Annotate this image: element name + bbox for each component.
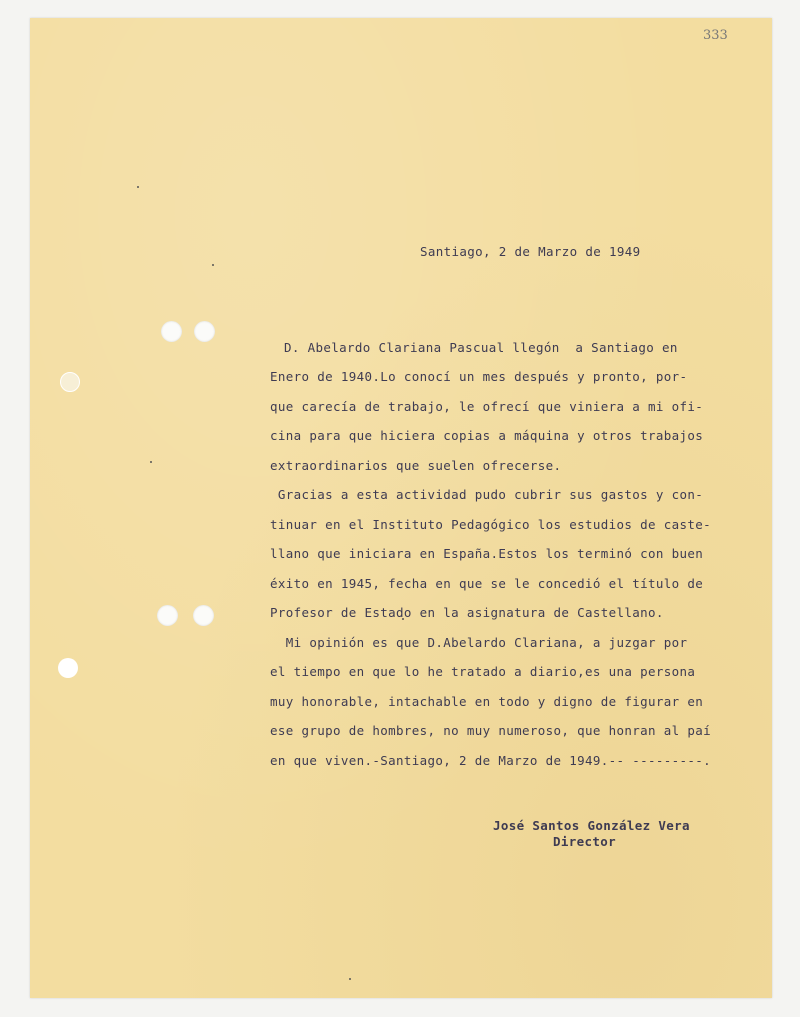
punch-hole [161, 321, 182, 342]
body-line: muy honorable, intachable en todo y digno de figurar en [270, 694, 704, 709]
body-line: éxito en 1945, fecha en que se le concedió el título de [270, 576, 704, 591]
punch-hole [157, 605, 178, 626]
punch-hole [194, 321, 215, 342]
body-line: Gracias a esta actividad pudo cubrir sus gastos y con- [270, 487, 704, 502]
body-line: en que viven.-Santiago, 2 de Marzo de 1949.-- ---------. [270, 753, 712, 768]
body-line: llano que iniciara en España.Estos los terminó con buen [270, 546, 704, 561]
body-line: Enero de 1940.Lo conocí un mes después y pronto, por- [270, 369, 688, 384]
archive-number: 333 [703, 28, 728, 43]
speck [349, 978, 351, 980]
edge-mark [60, 372, 80, 392]
punch-hole [193, 605, 214, 626]
body-line: Mi opinión es que D.Abelardo Clariana, a juzgar por [270, 635, 688, 650]
body-line: que carecía de trabajo, le ofrecí que viniera a mi ofi- [270, 399, 704, 414]
body-line: cina para que hiciera copias a máquina y otros trabajos [270, 428, 704, 443]
body-line: ese grupo de hombres, no muy numeroso, que honran al paí [270, 723, 712, 738]
body-line: extraordinarios que suelen ofrecerse. [270, 458, 562, 473]
body-line: tinuar en el Instituto Pedagógico los estudios de caste- [270, 517, 712, 532]
document-page [30, 18, 772, 998]
signature-name: José Santos González Vera [493, 818, 690, 833]
speck [212, 264, 214, 266]
body-line: D. Abelardo Clariana Pascual llegón a Santiago en [284, 340, 678, 355]
edge-mark [58, 658, 78, 678]
body-line: Profesor de Estado en la asignatura de Castellano. [270, 605, 664, 620]
speck [137, 186, 139, 188]
speck [150, 461, 152, 463]
signature-title: Director [553, 834, 617, 849]
letter-date: Santiago, 2 de Marzo de 1949 [420, 244, 641, 259]
body-line: el tiempo en que lo he tratado a diario,es una persona [270, 664, 696, 679]
